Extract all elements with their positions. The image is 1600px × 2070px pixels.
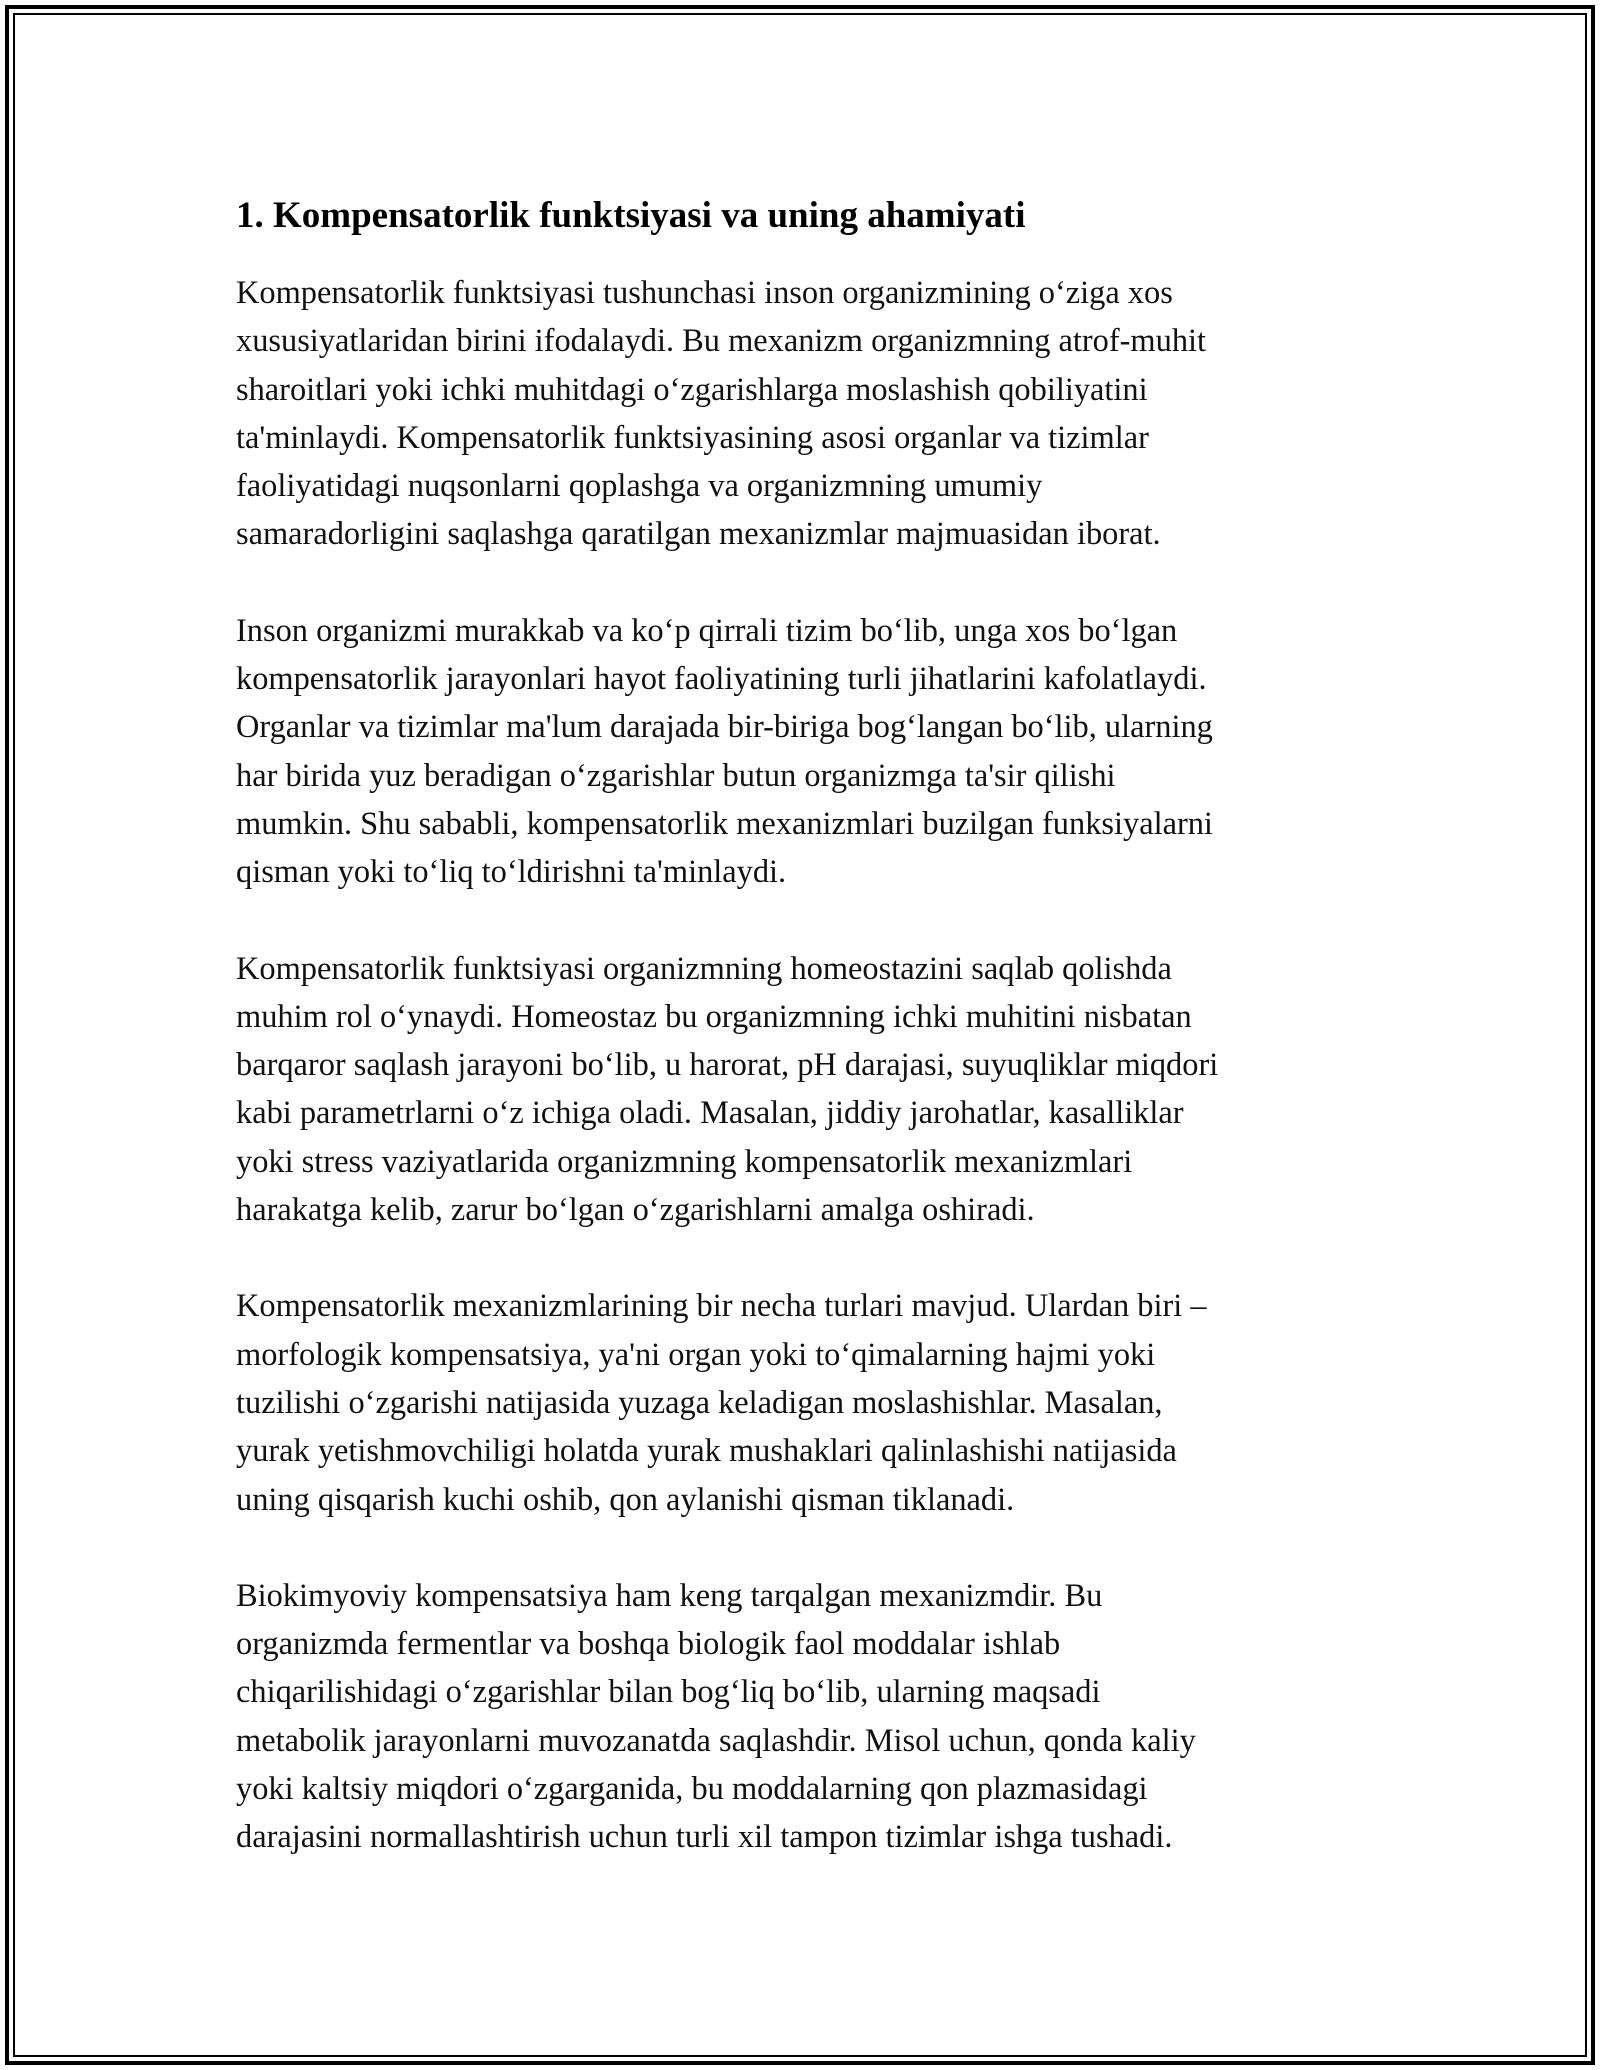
section-heading: 1. Kompensatorlik funktsiyasi va uning ahamiyati	[236, 195, 1026, 236]
paragraph-4: Kompensatorlik mexanizmlarining bir necha turlari mavjud. Ulardan biri – morfologik kompensatsiya, ya'ni organ yoki to‘qimalarning hajmi yoki tuzilishi o‘zgarishi natijasida yuzaga keladigan moslashishlar. Masalan, yurak yetishmovchiligi holatda yurak mushaklari qalinlashishi natijasida uning qisqarish kuchi oshib, qon aylanishi qisman tiklanadi.	[236, 1288, 1207, 1518]
paragraph-3: Kompensatorlik funktsiyasi organizmning homeostazini saqlab qolishda muhim rol o‘ynaydi. Homeostaz bu organizmning ichki muhitini nisbatan barqaror saqlash jarayoni bo‘lib, u harorat, pH darajasi, suyuqliklar miqdori kabi parametrlarni o‘z ichiga oladi. Masalan, jiddiy jarohatlar, kasalliklar yoki stress vaziyatlarida organizmning kompensatorlik mexanizmlari harakatga kelib, zarur bo‘lgan o‘zgarishlarni amalga oshiradi.	[236, 950, 1219, 1229]
document-body	[236, 187, 1366, 1862]
paragraph-2: Inson organizmi murakkab va ko‘p qirrali tizim bo‘lib, unga xos bo‘lgan kompensatorlik jarayonlari hayot faoliyatining turli jihatlarini kafolatlaydi. Organlar va tizimlar ma'lum darajada bir-biriga bog‘langan bo‘lib, ularning har birida yuz beradigan o‘zgarishlar butun organizmga ta'sir qilishi mumkin. Shu sababli, kompensatorlik mexanizmlari buzilgan funksiyalarni qisman yoki to‘liq to‘ldirishni ta'minlaydi.	[236, 612, 1213, 891]
paragraph-5: Biokimyoviy kompensatsiya ham keng tarqalgan mexanizmdir. Bu organizmda fermentlar va boshqa biologik faol moddalar ishlab chiqarilishidagi o‘zgarishlar bilan bog‘liq bo‘lib, ularning maqsadi metabolik jarayonlarni muvozanatda saqlashdir. Misol uchun, qonda kaliy yoki kaltsiy miqdori o‘zgarganida, bu moddalarning qon plazmasidagi darajasini normallashtirish uchun turli xil tampon tizimlar ishga tushadi.	[236, 1577, 1196, 1856]
paragraph-1: Kompensatorlik funktsiyasi tushunchasi inson organizmining o‘ziga xos xususiyatlaridan birini ifodalaydi. Bu mexanizm organizmning atrof-muhit sharoitlari yoki ichki muhitdagi o‘zgarishlarga moslashish qobiliyatini ta'minlaydi. Kompensatorlik funktsiyasining asosi organlar va tizimlar faoliyatidagi nuqsonlarni qoplashga va organizmning umumiy samaradorligini saqlashga qaratilgan mexanizmlar majmuasidan iborat.	[236, 275, 1207, 553]
